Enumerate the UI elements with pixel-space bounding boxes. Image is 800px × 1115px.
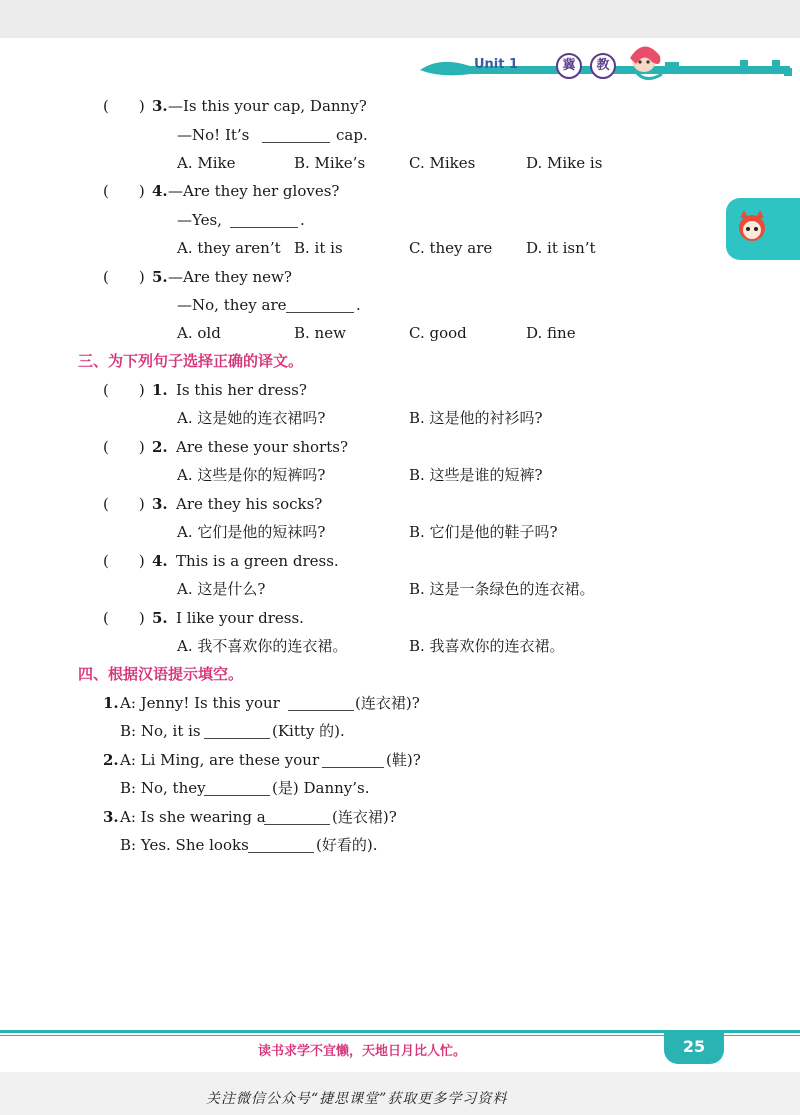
question-number: 5. — [152, 268, 168, 286]
answer-blank[interactable] — [204, 724, 270, 739]
line-a-hint: (连衣裙)? — [355, 694, 420, 712]
answer-prefix: —No! It’s — [177, 126, 250, 144]
wechat-note: 关注微信公众号“捷思课堂”获取更多学习资料 — [206, 1091, 508, 1107]
answer-blank[interactable] — [262, 128, 330, 143]
option-b: B. it is — [294, 239, 343, 257]
answer-blank[interactable] — [286, 298, 354, 313]
answer-prefix: —No, they are — [177, 296, 287, 314]
answer-paren[interactable]: ( ) — [103, 552, 145, 570]
option-c: C. they are — [409, 239, 493, 257]
option-c: C. Mikes — [409, 154, 476, 172]
badge-ji: 冀 — [556, 53, 582, 79]
option-b: B. 这是他的衬衫吗? — [409, 409, 543, 427]
question-number: 5. — [152, 609, 168, 627]
question-number: 4. — [152, 552, 168, 570]
answer-blank[interactable] — [288, 696, 354, 711]
footer-motto: 读书求学不宜懒，天地日月比人忙。 — [258, 1044, 467, 1059]
option-a: A. they aren’t — [177, 239, 281, 257]
answer-suffix: . — [356, 296, 361, 314]
side-tab — [726, 198, 800, 260]
line-b-hint: (好看的). — [316, 836, 378, 854]
option-a: A. 它们是他的短袜吗? — [177, 523, 326, 541]
line-a-prefix: A: Li Ming, are these your — [120, 751, 320, 769]
option-b: B. 这些是谁的短裤? — [409, 466, 543, 484]
option-d: D. it isn’t — [526, 239, 596, 257]
question-number: 3. — [152, 97, 168, 115]
section3-title: 三、为下列句子选择正确的译文。 — [78, 352, 304, 370]
option-b: B. 这是一条绿色的连衣裙。 — [409, 580, 595, 598]
line-a-prefix: A: Is she wearing a — [120, 808, 266, 826]
section4-title: 四、根据汉语提示填空。 — [78, 665, 244, 683]
answer-suffix: cap. — [336, 126, 368, 144]
answer-blank[interactable] — [248, 838, 314, 853]
option-a: A. old — [177, 324, 221, 342]
question-number: 4. — [152, 182, 168, 200]
answer-paren[interactable]: ( ) — [103, 97, 145, 115]
answer-paren[interactable]: ( ) — [103, 381, 145, 399]
unit-label: Unit 1 — [474, 57, 519, 72]
answer-blank[interactable] — [230, 213, 298, 228]
answer-blank[interactable] — [204, 781, 270, 796]
answer-paren[interactable]: ( ) — [103, 609, 145, 627]
question-number: 2. — [152, 438, 168, 456]
line-b-prefix: B: Yes. She looks — [120, 836, 249, 854]
answer-paren[interactable]: ( ) — [103, 438, 145, 456]
answer-blank[interactable] — [264, 810, 330, 825]
line-b-hint: (Kitty 的). — [272, 722, 345, 740]
option-b: B. 我喜欢你的连衣裙。 — [409, 637, 565, 655]
answer-paren[interactable]: ( ) — [103, 268, 145, 286]
answer-suffix: . — [300, 211, 305, 229]
option-a: A. 我不喜欢你的连衣裙。 — [177, 637, 348, 655]
option-a: A. 这是她的连衣裙吗? — [177, 409, 326, 427]
question-text: Is this her dress? — [176, 381, 307, 399]
page-number: 25 — [664, 1030, 724, 1064]
question-number: 3. — [152, 495, 168, 513]
line-b-prefix: B: No, it is — [120, 722, 201, 740]
question-number: 1. — [152, 381, 168, 399]
option-d: D. fine — [526, 324, 576, 342]
option-b: B. 它们是他的鞋子吗? — [409, 523, 558, 541]
cartoon-fox-icon — [734, 208, 770, 248]
question-text: —Is this your cap, Danny? — [168, 97, 367, 115]
question-number: 1. — [103, 694, 119, 712]
line-a-prefix: A: Jenny! Is this your — [120, 694, 280, 712]
option-a: A. 这些是你的短裤吗? — [177, 466, 326, 484]
option-a: A. Mike — [177, 154, 236, 172]
answer-prefix: —Yes, — [177, 211, 222, 229]
badge-jiao: 教 — [590, 53, 616, 79]
mascot-girl-icon — [622, 38, 672, 86]
answer-paren[interactable]: ( ) — [103, 495, 145, 513]
question-text: —Are they new? — [168, 268, 292, 286]
option-a: A. 这是什么? — [177, 580, 266, 598]
line-a-hint: (鞋)? — [386, 751, 421, 769]
line-b-prefix: B: No, they — [120, 779, 206, 797]
option-c: C. good — [409, 324, 467, 342]
option-b: B. new — [294, 324, 346, 342]
line-a-hint: (连衣裙)? — [332, 808, 397, 826]
question-text: Are these your shorts? — [176, 438, 348, 456]
option-b: B. Mike’s — [294, 154, 366, 172]
option-d: D. Mike is — [526, 154, 603, 172]
question-text: This is a green dress. — [176, 552, 339, 570]
question-text: I like your dress. — [176, 609, 304, 627]
question-number: 2. — [103, 751, 119, 769]
question-text: —Are they her gloves? — [168, 182, 340, 200]
question-text: Are they his socks? — [176, 495, 323, 513]
question-number: 3. — [103, 808, 119, 826]
top-margin — [0, 0, 800, 38]
answer-paren[interactable]: ( ) — [103, 182, 145, 200]
line-b-hint: (是) Danny’s. — [272, 779, 370, 797]
answer-blank[interactable] — [322, 753, 384, 768]
